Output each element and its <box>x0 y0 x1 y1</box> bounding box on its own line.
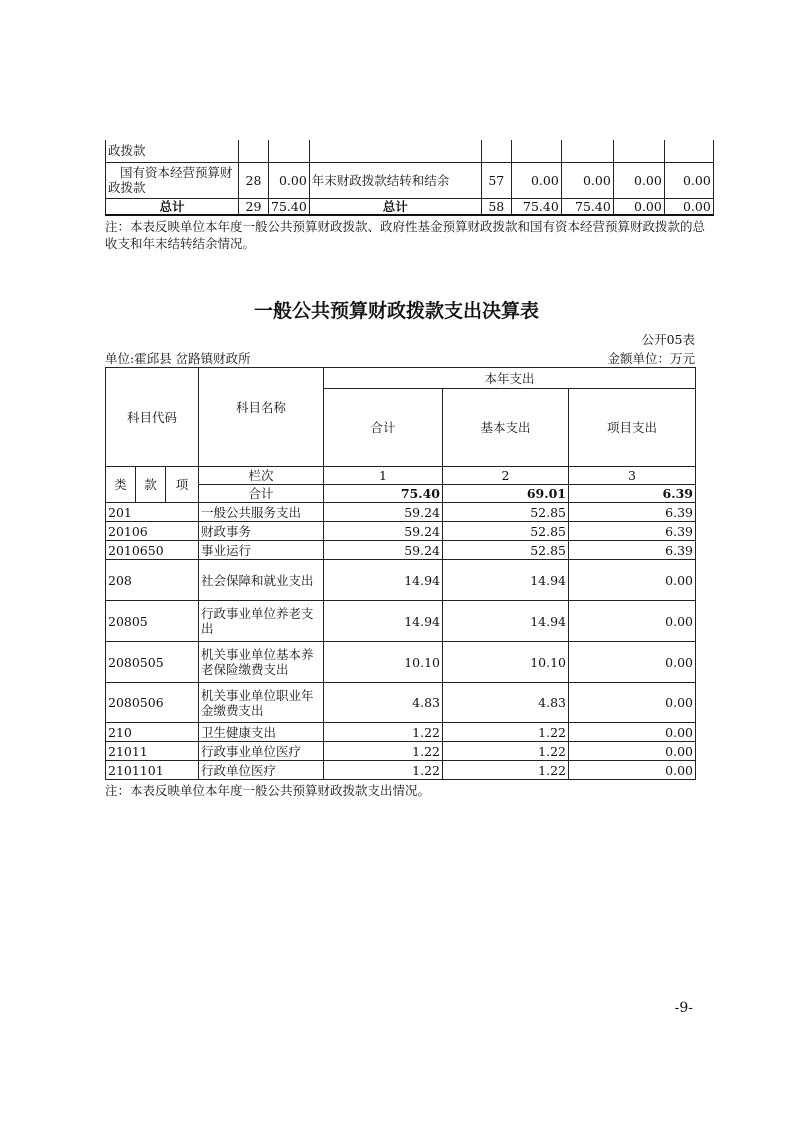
unit-label: 单位:霍邱县 岔路镇财政所 <box>105 351 251 366</box>
cell-basic: 52.85 <box>443 503 569 522</box>
cell-v-2: 0.00 <box>613 162 664 198</box>
cell-total: 14.94 <box>324 601 443 642</box>
cell-project: 0.00 <box>569 642 696 683</box>
header-group: 本年支出 <box>324 368 696 389</box>
cell-basic: 1.22 <box>443 761 569 780</box>
cell-label: 政拨款 <box>106 140 239 162</box>
cell-name: 机关事业单位职业年金缴费支出 <box>199 683 324 723</box>
table-row <box>106 683 696 723</box>
cell-basic: 1.22 <box>443 742 569 761</box>
table-row <box>106 601 696 642</box>
total-label: 合计 <box>199 485 324 503</box>
cell-value <box>269 140 310 162</box>
cell-v-3: 0.00 <box>664 162 713 198</box>
cell-v-1: 0.00 <box>561 162 613 198</box>
cell-total: 59.24 <box>324 541 443 560</box>
cell-name: 事业运行 <box>199 541 324 560</box>
header-name: 科目名称 <box>199 368 324 467</box>
table-row <box>106 742 696 761</box>
cell-code: 2010650 <box>106 541 199 560</box>
cell-v-2: 0.00 <box>613 198 664 215</box>
header-code: 科目代码 <box>106 368 199 467</box>
table-row <box>106 522 696 541</box>
cell-total: 14.94 <box>324 560 443 601</box>
table-row <box>106 503 696 522</box>
cell-name: 卫生健康支出 <box>199 723 324 742</box>
cell-total: 1.22 <box>324 723 443 742</box>
cell-basic: 14.94 <box>443 560 569 601</box>
cell-total: 59.24 <box>324 503 443 522</box>
income-expense-table <box>105 140 714 216</box>
table-row <box>106 761 696 780</box>
total-basic: 69.01 <box>443 485 569 503</box>
header-lanci: 栏次 <box>199 467 324 485</box>
cell-v-1: 75.40 <box>561 198 613 215</box>
header-total: 合计 <box>324 389 443 467</box>
header-basic: 基本支出 <box>443 389 569 467</box>
table-row <box>106 162 714 198</box>
cell-value: 75.40 <box>269 198 310 215</box>
header-lei: 类 <box>106 467 136 503</box>
cell-code: 2101101 <box>106 761 199 780</box>
total-total: 75.40 <box>324 485 443 503</box>
cell-project: 0.00 <box>569 723 696 742</box>
cell-code: 201 <box>106 503 199 522</box>
cell-v-3: 0.00 <box>664 198 713 215</box>
cell-code: 2080506 <box>106 683 199 723</box>
cell-project: 0.00 <box>569 560 696 601</box>
cell-basic: 1.22 <box>443 723 569 742</box>
cell-basic: 52.85 <box>443 541 569 560</box>
page-number: -9- <box>674 1000 693 1016</box>
cell-name: 行政事业单位医疗 <box>199 742 324 761</box>
cell-project: 6.39 <box>569 522 696 541</box>
col-2: 2 <box>443 467 569 485</box>
col-3: 3 <box>569 467 696 485</box>
expense-table <box>105 367 696 780</box>
cell-basic: 10.10 <box>443 642 569 683</box>
header-xiang: 项 <box>166 467 199 503</box>
cell-basic: 4.83 <box>443 683 569 723</box>
cell-no2: 57 <box>481 162 511 198</box>
cell-code: 20805 <box>106 601 199 642</box>
cell-code: 208 <box>106 560 199 601</box>
cell-total: 4.83 <box>324 683 443 723</box>
cell-code: 20106 <box>106 522 199 541</box>
cell-code: 210 <box>106 723 199 742</box>
cell-basic: 52.85 <box>443 522 569 541</box>
total-project: 6.39 <box>569 485 696 503</box>
cell-total: 1.22 <box>324 761 443 780</box>
cell-code: 2080505 <box>106 642 199 683</box>
cell-label2: 年末财政拨款结转和结余 <box>309 162 481 198</box>
header-project: 项目支出 <box>569 389 696 467</box>
bottom-note: 注：本表反映单位本年度一般公共预算财政拨款支出情况。 <box>105 783 431 798</box>
header-kuan: 款 <box>136 467 166 503</box>
cell-total: 59.24 <box>324 522 443 541</box>
col-1: 1 <box>324 467 443 485</box>
table-row <box>106 541 696 560</box>
cell-label: 总计 <box>106 198 239 215</box>
cell-project: 0.00 <box>569 761 696 780</box>
form-number: 公开05表 <box>641 332 695 347</box>
cell-name: 一般公共服务支出 <box>199 503 324 522</box>
cell-project: 0.00 <box>569 601 696 642</box>
currency-label: 金额单位：万元 <box>607 351 695 366</box>
cell-v-3 <box>664 140 713 162</box>
cell-total: 1.22 <box>324 742 443 761</box>
cell-v-0 <box>511 140 561 162</box>
cell-name: 行政事业单位养老支出 <box>199 601 324 642</box>
table-row <box>106 560 696 601</box>
cell-label2 <box>309 140 481 162</box>
cell-project: 6.39 <box>569 503 696 522</box>
cell-name: 机关事业单位基本养老保险缴费支出 <box>199 642 324 683</box>
cell-total: 10.10 <box>324 642 443 683</box>
cell-v-1 <box>561 140 613 162</box>
cell-project: 0.00 <box>569 742 696 761</box>
cell-basic: 14.94 <box>443 601 569 642</box>
cell-no <box>239 140 269 162</box>
cell-no: 29 <box>239 198 269 215</box>
cell-name: 行政单位医疗 <box>199 761 324 780</box>
top-note: 注：本表反映单位本年度一般公共预算财政拨款、政府性基金预算财政拨款和国有资本经营预算财政拨款的总收支和年末结转结余情况。 <box>105 219 706 251</box>
table-row <box>106 140 714 162</box>
cell-code: 21011 <box>106 742 199 761</box>
cell-project: 6.39 <box>569 541 696 560</box>
cell-label: 国有资本经营预算财政拨款 <box>106 162 239 198</box>
cell-project: 0.00 <box>569 683 696 723</box>
cell-v-2 <box>613 140 664 162</box>
cell-name: 社会保障和就业支出 <box>199 560 324 601</box>
cell-value: 0.00 <box>269 162 310 198</box>
cell-name: 财政事务 <box>199 522 324 541</box>
table-row <box>106 723 696 742</box>
table-title: 一般公共预算财政拨款支出决算表 <box>253 300 539 322</box>
cell-no2 <box>481 140 511 162</box>
cell-no: 28 <box>239 162 269 198</box>
cell-v-0: 0.00 <box>511 162 561 198</box>
table-row <box>106 198 714 215</box>
cell-v-0: 75.40 <box>511 198 561 215</box>
table-row <box>106 642 696 683</box>
cell-label2: 总计 <box>309 198 481 215</box>
cell-no2: 58 <box>481 198 511 215</box>
